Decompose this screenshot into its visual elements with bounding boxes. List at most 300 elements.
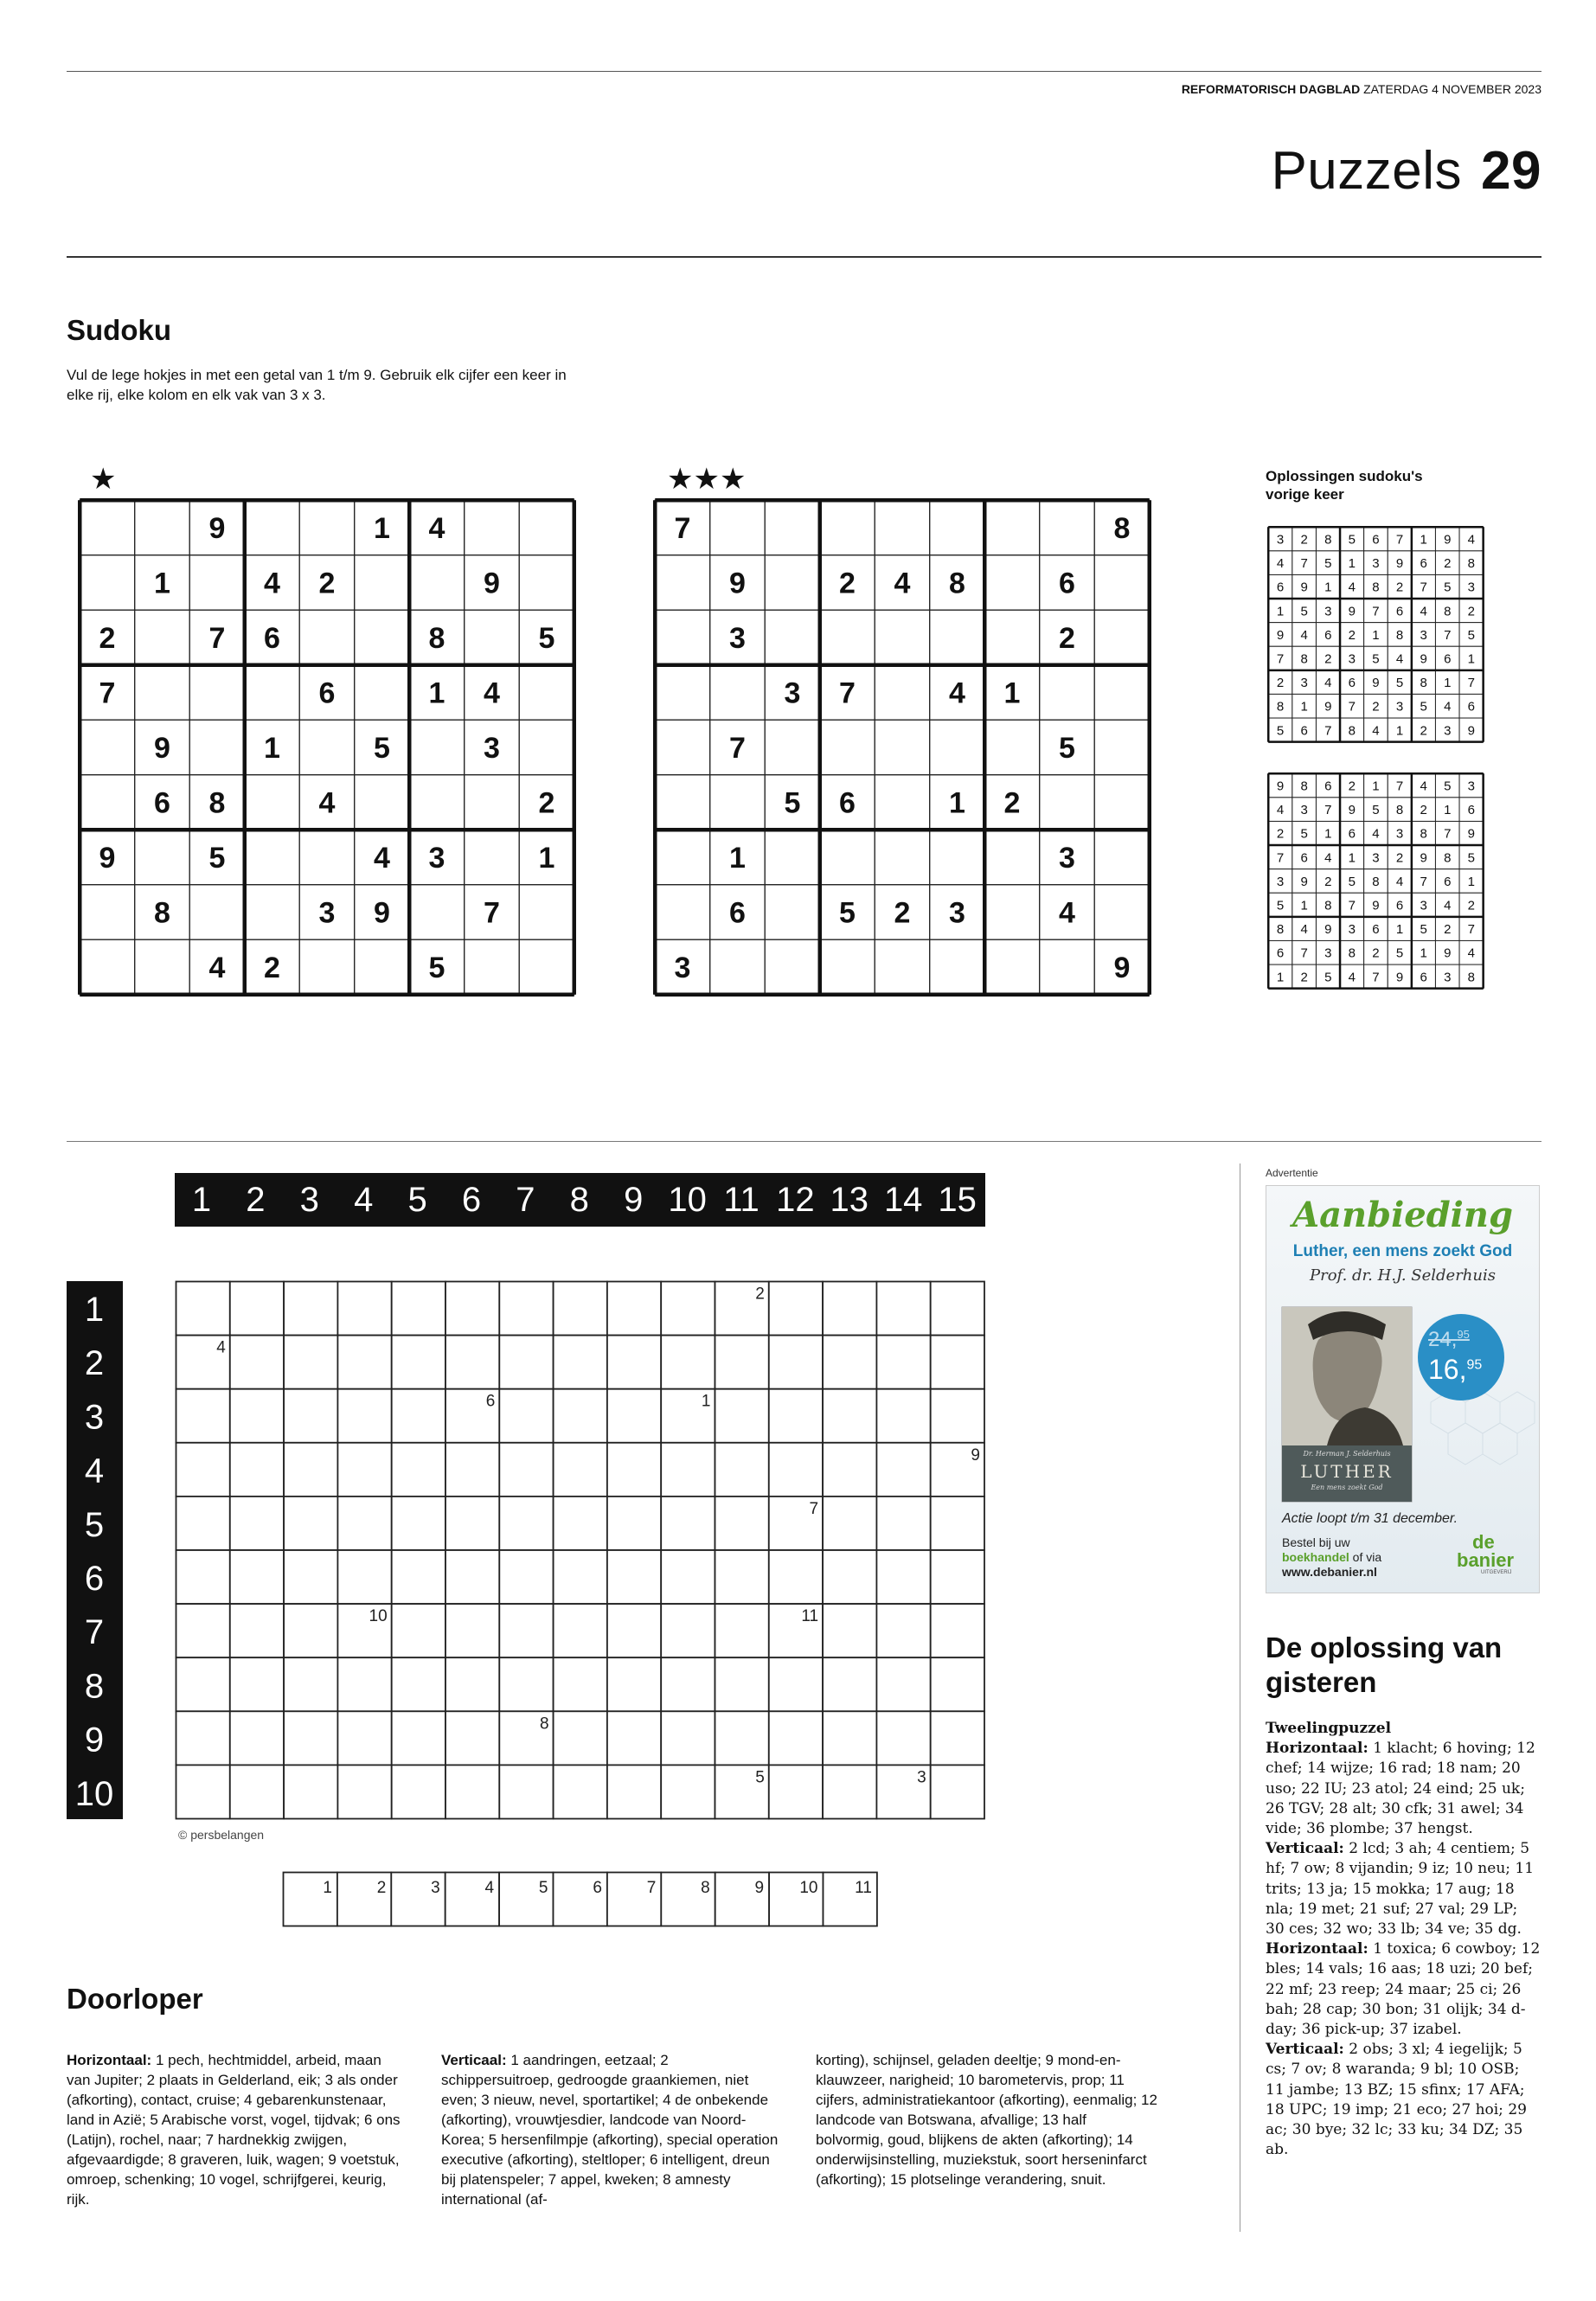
sudoku-hard-cell[interactable] [875, 939, 930, 995]
doorloper-cell[interactable] [715, 1336, 769, 1389]
sudoku-hard-cell[interactable] [984, 555, 1040, 611]
sudoku-grid-easy[interactable] [78, 498, 580, 1000]
solution2-given-digit: 6 [1467, 803, 1476, 818]
sudoku-easy-cell[interactable] [135, 665, 190, 721]
sudoku-easy-cell[interactable] [245, 775, 300, 830]
doorloper-cell[interactable] [661, 1711, 715, 1765]
doorloper-cell[interactable] [769, 1282, 823, 1336]
sudoku-easy-cell[interactable] [189, 665, 245, 721]
doorloper-cell[interactable] [715, 1604, 769, 1657]
doorloper-cell[interactable] [715, 1657, 769, 1711]
doorloper-cell[interactable] [769, 1550, 823, 1604]
sudoku-easy-cell[interactable] [519, 720, 574, 775]
solution2-given-digit: 3 [1276, 874, 1285, 889]
sudoku-easy-cell[interactable] [80, 555, 135, 611]
sudoku-hard-cell[interactable] [984, 830, 1040, 885]
doorloper-cell[interactable] [715, 1389, 769, 1443]
doorloper-cell[interactable] [661, 1336, 715, 1389]
doorloper-cell[interactable] [445, 1657, 499, 1711]
solution2-given-digit: 8 [1420, 826, 1427, 842]
sudoku-hard-cell[interactable] [984, 500, 1040, 555]
sudoku-hard-cell[interactable] [1094, 610, 1150, 665]
doorloper-cell[interactable] [230, 1765, 284, 1818]
sudoku-easy-cell[interactable] [245, 830, 300, 885]
doorloper-cell[interactable] [823, 1389, 876, 1443]
sudoku-hard-cell[interactable] [820, 610, 875, 665]
doorloper-cell[interactable] [823, 1336, 876, 1389]
sudoku-hard-cell[interactable] [655, 830, 710, 885]
doorloper-cell[interactable] [392, 1765, 445, 1818]
doorloper-cell[interactable] [337, 1765, 391, 1818]
doorloper-cell[interactable] [499, 1497, 553, 1550]
vertical-clues [441, 2050, 780, 2209]
sudoku-hard-given-digit: 5 [839, 896, 856, 930]
sudoku-easy-cell[interactable] [465, 830, 520, 885]
sudoku-easy-cell[interactable] [409, 885, 465, 940]
doorloper-cell[interactable] [931, 1282, 984, 1336]
doorloper-cell[interactable] [445, 1497, 499, 1550]
doorloper-cell[interactable] [769, 1443, 823, 1497]
doorloper-cell[interactable] [661, 1765, 715, 1818]
doorloper-title: Doorloper [67, 1983, 203, 2015]
sudoku-easy-given-digit: 4 [264, 567, 280, 600]
sudoku-hard-cell[interactable] [710, 500, 766, 555]
sudoku-hard-cell[interactable] [875, 720, 930, 775]
sudoku-easy-cell[interactable] [465, 610, 520, 665]
solution2-given-digit: 9 [1276, 779, 1285, 794]
doorloper-cell[interactable] [931, 1765, 984, 1818]
doorloper-cell[interactable] [607, 1657, 661, 1711]
doorloper-cell[interactable] [230, 1711, 284, 1765]
solution1-given-digit: 7 [1444, 627, 1452, 643]
sudoku-easy-cell[interactable] [519, 939, 574, 995]
doorloper-cell[interactable] [554, 1336, 607, 1389]
sudoku-hard-cell[interactable] [930, 830, 985, 885]
doorloper-cell[interactable] [823, 1765, 876, 1818]
sudoku-hard-cell[interactable] [820, 939, 875, 995]
solution2-given-digit: 8 [1467, 970, 1476, 985]
sudoku-hard-cell[interactable] [765, 555, 820, 611]
solution1-given-digit: 6 [1300, 723, 1308, 739]
sudoku-easy-given-digit: 3 [428, 842, 445, 875]
doorloper-cell[interactable] [230, 1604, 284, 1657]
sudoku-easy-cell[interactable] [409, 775, 465, 830]
doorloper-cell[interactable] [823, 1711, 876, 1765]
sudoku-easy-cell[interactable] [355, 665, 410, 721]
sudoku-hard-cell[interactable] [655, 775, 710, 830]
cell-clue-number: 4 [216, 1338, 226, 1357]
doorloper-cell[interactable] [337, 1282, 391, 1336]
doorloper-cell[interactable] [392, 1336, 445, 1389]
sudoku-hard-cell[interactable] [875, 665, 930, 721]
doorloper-cell[interactable] [176, 1497, 230, 1550]
doorloper-cell[interactable] [554, 1389, 607, 1443]
sudoku-hard-cell[interactable] [655, 555, 710, 611]
doorloper-cell[interactable] [931, 1711, 984, 1765]
sudoku-easy-cell[interactable] [409, 720, 465, 775]
doorloper-cell[interactable] [661, 1604, 715, 1657]
doorloper-cell[interactable] [931, 1604, 984, 1657]
doorloper-cell[interactable] [499, 1604, 553, 1657]
sudoku-easy-cell[interactable] [519, 665, 574, 721]
doorloper-cell[interactable] [176, 1443, 230, 1497]
sudoku-hard-cell[interactable] [765, 885, 820, 940]
sudoku-easy-cell[interactable] [355, 775, 410, 830]
doorloper-grid[interactable] [175, 1280, 986, 1821]
sudoku-easy-cell[interactable] [135, 830, 190, 885]
solution1-given-digit: 7 [1324, 723, 1332, 739]
doorloper-cell[interactable] [554, 1604, 607, 1657]
doorloper-cell[interactable] [823, 1497, 876, 1550]
doorloper-cell[interactable] [337, 1550, 391, 1604]
sudoku-hard-cell[interactable] [710, 939, 766, 995]
sudoku-easy-given-digit: 1 [154, 567, 170, 600]
sudoku-hard-cell[interactable] [1040, 939, 1095, 995]
sudoku-easy-cell[interactable] [519, 555, 574, 611]
doorloper-cell[interactable] [230, 1282, 284, 1336]
doorloper-cell[interactable] [769, 1711, 823, 1765]
sudoku-easy-cell[interactable] [80, 500, 135, 555]
doorloper-cell[interactable] [607, 1282, 661, 1336]
sudoku-easy-cell[interactable] [355, 610, 410, 665]
doorloper-cell[interactable] [661, 1282, 715, 1336]
sudoku-hard-cell[interactable] [875, 500, 930, 555]
sudoku-easy-cell[interactable] [80, 939, 135, 995]
sudoku-hard-cell[interactable] [930, 500, 985, 555]
doorloper-cell[interactable] [445, 1336, 499, 1389]
sudoku-hard-cell[interactable] [1094, 720, 1150, 775]
sudoku-easy-cell[interactable] [135, 939, 190, 995]
doorloper-cell[interactable] [392, 1443, 445, 1497]
doorloper-cell[interactable] [931, 1336, 984, 1389]
doorloper-cell[interactable] [176, 1282, 230, 1336]
doorloper-cell[interactable] [607, 1550, 661, 1604]
doorloper-cell[interactable] [445, 1765, 499, 1818]
sudoku-easy-cell[interactable] [355, 939, 410, 995]
sudoku-hard-cell[interactable] [984, 885, 1040, 940]
sudoku-hard-cell[interactable] [984, 610, 1040, 665]
doorloper-cell[interactable] [284, 1550, 337, 1604]
sudoku-easy-cell[interactable] [245, 885, 300, 940]
doorloper-cell[interactable] [445, 1282, 499, 1336]
doorloper-cell[interactable] [823, 1282, 876, 1336]
solution2-given-digit: 8 [1348, 945, 1356, 961]
doorloper-cell[interactable] [176, 1550, 230, 1604]
doorloper-cell[interactable] [769, 1657, 823, 1711]
doorloper-cell[interactable] [554, 1497, 607, 1550]
doorloper-cell[interactable] [284, 1389, 337, 1443]
sudoku-hard-cell[interactable] [710, 665, 766, 721]
label-vertical: Verticaal: [1266, 1840, 1344, 1858]
doorloper-cell[interactable] [876, 1282, 930, 1336]
advert[interactable] [1266, 1185, 1540, 1593]
sudoku-hard-cell[interactable] [710, 775, 766, 830]
doorloper-cell[interactable] [554, 1282, 607, 1336]
sudoku-easy-cell[interactable] [80, 885, 135, 940]
doorloper-cell[interactable] [230, 1497, 284, 1550]
solution1-given-digit: 3 [1395, 699, 1404, 715]
doorloper-cell[interactable] [876, 1657, 930, 1711]
sudoku-easy-cell[interactable] [189, 885, 245, 940]
doorloper-cell[interactable] [931, 1657, 984, 1711]
row-number: 2 [84, 1344, 105, 1383]
sudoku-easy-cell[interactable] [135, 500, 190, 555]
sudoku-easy-given-digit: 2 [318, 567, 336, 600]
doorloper-cell[interactable] [445, 1604, 499, 1657]
sudoku-hard-given-digit: 3 [784, 676, 801, 710]
sudoku-hard-cell[interactable] [765, 830, 820, 885]
order-link[interactable]: boekhandel [1282, 1550, 1349, 1564]
solution1-given-digit: 2 [1324, 651, 1332, 667]
doorloper-cell[interactable] [230, 1443, 284, 1497]
sudoku-hard-cell[interactable] [1040, 665, 1095, 721]
sudoku-easy-cell[interactable] [355, 555, 410, 611]
solution2-given-digit: 2 [1395, 850, 1404, 866]
sudoku-hard-cell[interactable] [1094, 830, 1150, 885]
doorloper-cell[interactable] [284, 1604, 337, 1657]
sudoku-hard-cell[interactable] [820, 720, 875, 775]
sudoku-easy-cell[interactable] [519, 500, 574, 555]
sudoku-easy-given-digit: 4 [428, 512, 445, 546]
doorloper-cell[interactable] [230, 1657, 284, 1711]
doorloper-cell[interactable] [230, 1336, 284, 1389]
doorloper-cell[interactable] [499, 1443, 553, 1497]
doorloper-cell[interactable] [823, 1550, 876, 1604]
solution2-given-digit: 8 [1276, 922, 1285, 938]
sudoku-hard-cell[interactable] [984, 720, 1040, 775]
doorloper-cell[interactable] [392, 1711, 445, 1765]
doorloper-cell[interactable] [715, 1497, 769, 1550]
solution1-given-digit: 3 [1276, 532, 1285, 548]
solution1-given-digit: 1 [1276, 604, 1285, 619]
sudoku-hard-cell[interactable] [1094, 775, 1150, 830]
solution2-given-digit: 7 [1420, 874, 1427, 889]
sudoku-easy-cell[interactable] [80, 775, 135, 830]
doorloper-cell[interactable] [337, 1389, 391, 1443]
doorloper-cell[interactable] [876, 1389, 930, 1443]
doorloper-cell[interactable] [499, 1550, 553, 1604]
doorloper-cell[interactable] [499, 1765, 553, 1818]
row-number: 9 [84, 1721, 105, 1759]
solution1-given-digit: 2 [1467, 604, 1476, 619]
doorloper-cell[interactable] [661, 1443, 715, 1497]
sudoku-easy-cell[interactable] [299, 500, 355, 555]
doorloper-cell[interactable] [876, 1336, 930, 1389]
doorloper-cell[interactable] [607, 1604, 661, 1657]
doorloper-cell[interactable] [607, 1389, 661, 1443]
order-url[interactable]: www.debanier.nl [1282, 1565, 1377, 1579]
solution1-given-digit: 8 [1324, 532, 1332, 548]
sudoku-easy-cell[interactable] [299, 939, 355, 995]
sudoku-hard-cell[interactable] [820, 830, 875, 885]
sudoku-easy-cell[interactable] [465, 500, 520, 555]
sudoku-hard-cell[interactable] [875, 775, 930, 830]
doorloper-cell[interactable] [715, 1550, 769, 1604]
doorloper-cell[interactable] [499, 1282, 553, 1336]
doorloper-cell[interactable] [607, 1497, 661, 1550]
sudoku-easy-cell[interactable] [409, 555, 465, 611]
solution1-given-digit: 1 [1300, 699, 1308, 715]
doorloper-cell[interactable] [392, 1497, 445, 1550]
sudoku-easy-cell[interactable] [245, 500, 300, 555]
doorloper-cell[interactable] [607, 1765, 661, 1818]
doorloper-cell[interactable] [876, 1604, 930, 1657]
solution1-given-digit: 8 [1276, 699, 1285, 715]
sudoku-easy-cell[interactable] [299, 830, 355, 885]
sudoku-easy-cell[interactable] [299, 610, 355, 665]
sudoku-easy-cell[interactable] [245, 665, 300, 721]
sudoku-hard-cell[interactable] [875, 830, 930, 885]
doorloper-cell[interactable] [607, 1443, 661, 1497]
doorloper-cell[interactable] [931, 1389, 984, 1443]
solution2-given-digit: 4 [1300, 922, 1308, 938]
doorloper-cell[interactable] [284, 1443, 337, 1497]
sudoku-hard-cell[interactable] [1094, 555, 1150, 611]
doorloper-cell[interactable] [499, 1389, 553, 1443]
solution1-given-digit: 3 [1420, 627, 1427, 643]
doorloper-cell[interactable] [607, 1336, 661, 1389]
doorloper-cell[interactable] [769, 1389, 823, 1443]
doorloper-cell[interactable] [499, 1657, 553, 1711]
cell-clue-number: 11 [801, 1607, 819, 1626]
header-rule-bottom [67, 256, 1542, 258]
sudoku-easy-cell[interactable] [519, 885, 574, 940]
sudoku-hard-cell[interactable] [655, 720, 710, 775]
doorloper-cell[interactable] [392, 1604, 445, 1657]
doorloper-cell[interactable] [554, 1657, 607, 1711]
solution2-given-digit: 1 [1348, 850, 1356, 866]
doorloper-cell[interactable] [445, 1550, 499, 1604]
doorloper-cell[interactable] [392, 1282, 445, 1336]
sudoku-hard-given-digit: 6 [729, 896, 746, 930]
solution1-given-digit: 1 [1348, 556, 1356, 572]
doorloper-cell[interactable] [337, 1336, 391, 1389]
doorloper-cell[interactable] [554, 1443, 607, 1497]
solution1-given-digit: 5 [1444, 580, 1452, 595]
doorloper-cell[interactable] [392, 1550, 445, 1604]
doorloper-cell[interactable] [715, 1443, 769, 1497]
doorloper-cell[interactable] [554, 1711, 607, 1765]
answer-row[interactable] [282, 1871, 878, 1928]
sudoku-hard-cell[interactable] [1094, 885, 1150, 940]
doorloper-cell[interactable] [284, 1765, 337, 1818]
row-number: 1 [84, 1291, 105, 1329]
doorloper-cell[interactable] [176, 1604, 230, 1657]
sudoku-hard-cell[interactable] [1040, 500, 1095, 555]
doorloper-cell[interactable] [337, 1711, 391, 1765]
sudoku-hard-cell[interactable] [655, 610, 710, 665]
doorloper-cell[interactable] [554, 1550, 607, 1604]
sudoku-hard-cell[interactable] [875, 610, 930, 665]
doorloper-cell[interactable] [876, 1550, 930, 1604]
column-number: 3 [299, 1181, 319, 1219]
vertical-clue-text-a: 1 aandringen, eetzaal; 2 schippersuitroep, gedroogde graankiemen, niet even; 3 nieuw, nevel, sportartikel; 4 de onbekende (afkorting), vrouwtjesdier, landcode van Noord-Korea; 5 hersenfilmpje (afkorting), special operation executive (afkorting), steltloper; 6 intelligent, dreun bij platenspeler; 7 appel, kweken; 8 amnesty international (af- [441, 2052, 779, 2208]
sudoku-easy-cell[interactable] [465, 939, 520, 995]
solution1-given-digit: 6 [1420, 556, 1427, 572]
doorloper-cell[interactable] [661, 1497, 715, 1550]
doorloper-cell[interactable] [284, 1282, 337, 1336]
doorloper-cell[interactable] [284, 1657, 337, 1711]
doorloper-cell[interactable] [337, 1443, 391, 1497]
sudoku-grid-hard[interactable] [653, 498, 1155, 1000]
sudoku-easy-cell[interactable] [135, 610, 190, 665]
doorloper-cell[interactable] [607, 1711, 661, 1765]
sudoku-hard-cell[interactable] [765, 500, 820, 555]
doorloper-cell[interactable] [931, 1497, 984, 1550]
doorloper-cell[interactable] [337, 1497, 391, 1550]
doorloper-cell[interactable] [176, 1657, 230, 1711]
sudoku-easy-cell[interactable] [465, 775, 520, 830]
doorloper-cell[interactable] [230, 1550, 284, 1604]
sudoku-easy-cell[interactable] [189, 555, 245, 611]
doorloper-cell[interactable] [661, 1550, 715, 1604]
doorloper-cell[interactable] [876, 1443, 930, 1497]
doorloper-cell[interactable] [284, 1497, 337, 1550]
sudoku-hard-cell[interactable] [1094, 665, 1150, 721]
sudoku-hard-cell[interactable] [930, 610, 985, 665]
solution1-given-digit: 1 [1395, 723, 1404, 739]
doorloper-cell[interactable] [823, 1657, 876, 1711]
doorloper-cell[interactable] [392, 1657, 445, 1711]
doorloper-cell[interactable] [554, 1765, 607, 1818]
sudoku-hard-cell[interactable] [655, 665, 710, 721]
sudoku-hard-cell[interactable] [765, 610, 820, 665]
sudoku-hard-cell[interactable] [820, 500, 875, 555]
row-number: 4 [84, 1452, 105, 1490]
cell-clue-number: 10 [369, 1607, 388, 1626]
sudoku-hard-cell[interactable] [655, 885, 710, 940]
doorloper-cell[interactable] [769, 1336, 823, 1389]
sudoku-hard-cell[interactable] [930, 720, 985, 775]
doorloper-cell[interactable] [823, 1604, 876, 1657]
vertical-clues-continued [816, 2050, 1157, 2189]
doorloper-cell[interactable] [876, 1711, 930, 1765]
doorloper-cell[interactable] [284, 1711, 337, 1765]
doorloper-cell[interactable] [715, 1711, 769, 1765]
doorloper-cell[interactable] [931, 1550, 984, 1604]
doorloper-cell[interactable] [284, 1336, 337, 1389]
doorloper-cell[interactable] [176, 1389, 230, 1443]
doorloper-cell[interactable] [230, 1389, 284, 1443]
doorloper-cell[interactable] [769, 1765, 823, 1818]
doorloper-cell[interactable] [445, 1443, 499, 1497]
sudoku-hard-cell[interactable] [1040, 775, 1095, 830]
sudoku-easy-given-digit: 1 [264, 732, 280, 766]
doorloper-cell[interactable] [176, 1765, 230, 1818]
doorloper-cell[interactable] [499, 1336, 553, 1389]
sudoku-easy-cell[interactable] [189, 720, 245, 775]
sudoku-hard-cell[interactable] [765, 720, 820, 775]
sudoku-hard-cell[interactable] [765, 939, 820, 995]
sudoku-hard-cell[interactable] [984, 939, 1040, 995]
doorloper-cell[interactable] [823, 1443, 876, 1497]
doorloper-cell[interactable] [661, 1657, 715, 1711]
doorloper-cell[interactable] [392, 1389, 445, 1443]
doorloper-cell[interactable] [445, 1711, 499, 1765]
solution2-given-digit: 2 [1467, 898, 1476, 913]
solution2-given-digit: 3 [1324, 945, 1332, 961]
doorloper-cell[interactable] [337, 1657, 391, 1711]
doorloper-cell[interactable] [876, 1497, 930, 1550]
doorloper-cell[interactable] [176, 1711, 230, 1765]
sudoku-easy-cell[interactable] [80, 720, 135, 775]
order-text[interactable] [1282, 1535, 1381, 1580]
sudoku-easy-cell[interactable] [299, 720, 355, 775]
sudoku-hard-given-digit: 6 [839, 786, 856, 820]
solution1-given-digit: 6 [1395, 604, 1404, 619]
solution1-given-digit: 5 [1300, 604, 1308, 619]
sudoku-hard-cell[interactable] [930, 939, 985, 995]
